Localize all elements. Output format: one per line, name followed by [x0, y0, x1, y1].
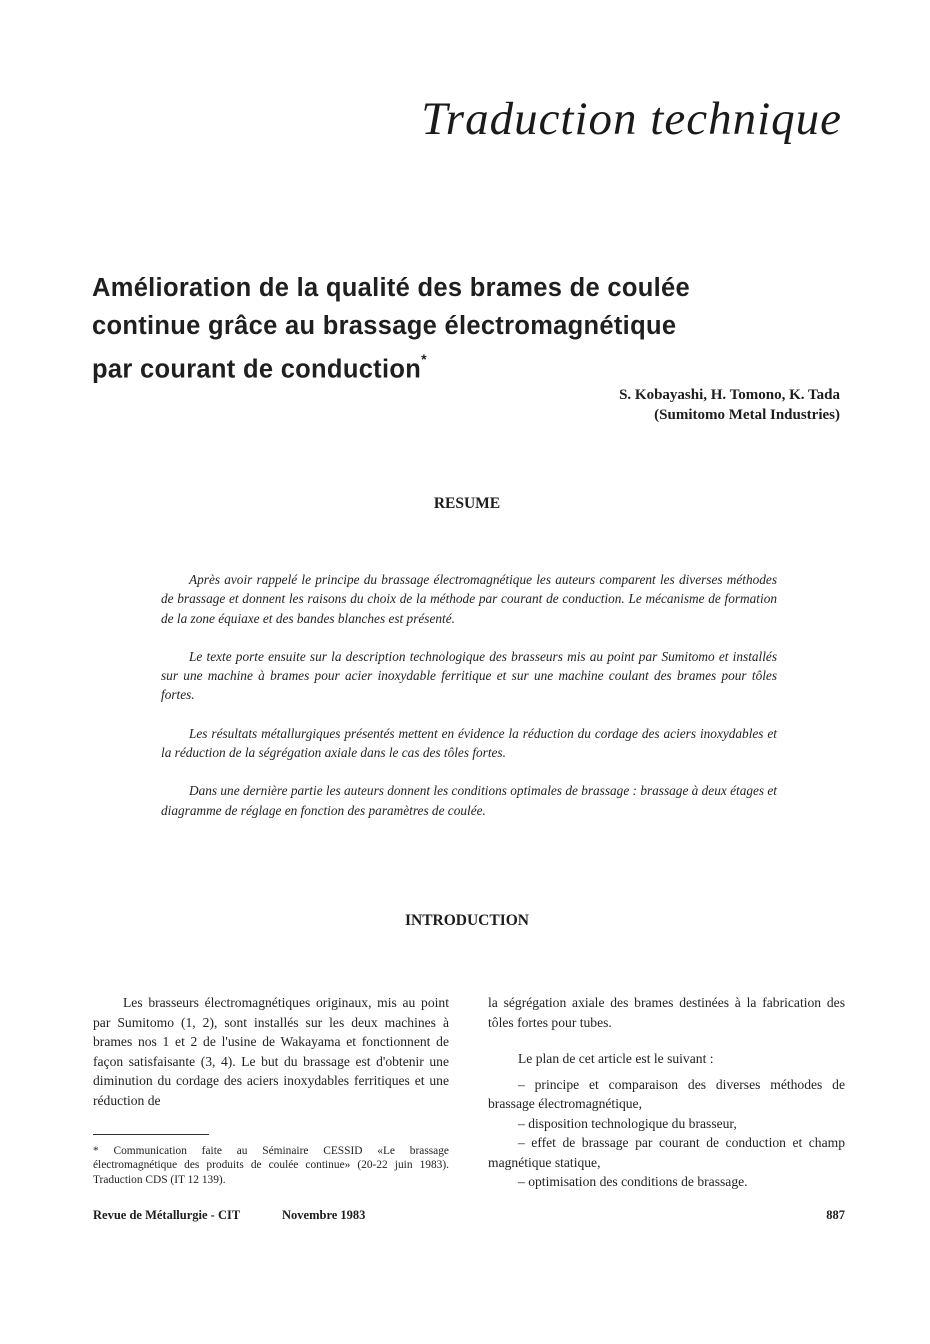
affiliation: (Sumitomo Metal Industries) — [654, 407, 840, 423]
abstract-paragraph: Le texte porte ensuite sur la description technologique des brasseurs mis au point par Sumitomo et installés sur une machine à brames pour acier inoxydable ferritique et sur une machine coulant des brames pour tôles fortes. — [161, 648, 777, 703]
footnote-divider — [93, 1134, 209, 1135]
title-line-1: Amélioration de la qualité des brames de coulée — [92, 274, 690, 302]
footnote: * Communication faite au Séminaire CESSID «Le brassage électromagnétique des produits de coulée continue» (20-22 juin 1983). Traduction CDS (IT 12 139). — [93, 1145, 449, 1186]
title-line-2: continue grâce au brassage électromagnétique — [92, 311, 677, 340]
author-block — [619, 385, 840, 425]
right-column — [488, 993, 845, 1192]
left-column — [93, 993, 449, 1110]
authors: S. Kobayashi, H. Tomono, K. Tada — [619, 387, 840, 403]
title-footnote-marker: * — [421, 351, 427, 367]
intro-paragraph: Les brasseurs électromagnétiques originaux, mis au point par Sumitomo (1, 2), sont installés sur les deux machines à brames nos 1 et 2 de l'usine de Wakayama et fonctionnent de façon satisfaisante (3, 4). Le but du brassage est d'obtenir une diminution du cordage des aciers inoxydables ferritiques et une réduction de — [93, 995, 449, 1108]
plan-item: – optimisation des conditions de brassage. — [518, 1174, 748, 1189]
resume-heading: RESUME — [433, 495, 501, 512]
article-title — [92, 270, 852, 389]
footer-journal: Revue de Métallurgie - CIT — [93, 1208, 241, 1222]
plan-intro: Le plan de cet article est le suivant : — [518, 1051, 714, 1066]
page-number: 887 — [826, 1208, 845, 1222]
title-line-3 — [92, 345, 852, 389]
abstract-paragraph: Dans une dernière partie les auteurs donnent les conditions optimales de brassage : brassage à deux étages et diagramme de réglage en fonction des paramètres de coulée. — [161, 783, 777, 818]
abstract — [161, 570, 777, 839]
introduction-heading: INTRODUCTION — [404, 912, 529, 929]
plan-item: – effet de brassage par courant de conduction et champ magnétique statique, — [488, 1135, 845, 1170]
title-line-3-text: par courant de conduction — [92, 355, 422, 384]
plan-item: – principe et comparaison des diverses méthodes de brassage électromagnétique, — [488, 1076, 845, 1111]
footer-date: Novembre 1983 — [282, 1208, 366, 1222]
section-header: Traduction technique — [421, 93, 842, 145]
abstract-paragraph: Après avoir rappelé le principe du brassage électromagnétique les auteurs comparent les diverses méthodes de brassage et donnent les raisons du choix de la méthode par courant de conduction. Le mécanisme de formation de la zone équiaxe et des bandes blanches est présenté. — [161, 572, 777, 626]
plan-item: – disposition technologique du brasseur, — [518, 1115, 737, 1131]
abstract-paragraph: Les résultats métallurgiques présentés mettent en évidence la réduction du cordage des aciers inoxydables et la réduction de la ségrégation axiale dans le cas des tôles fortes. — [161, 725, 777, 761]
intro-continuation: la ségrégation axiale des brames destinées à la fabrication des tôles fortes pour tubes. — [488, 995, 845, 1030]
